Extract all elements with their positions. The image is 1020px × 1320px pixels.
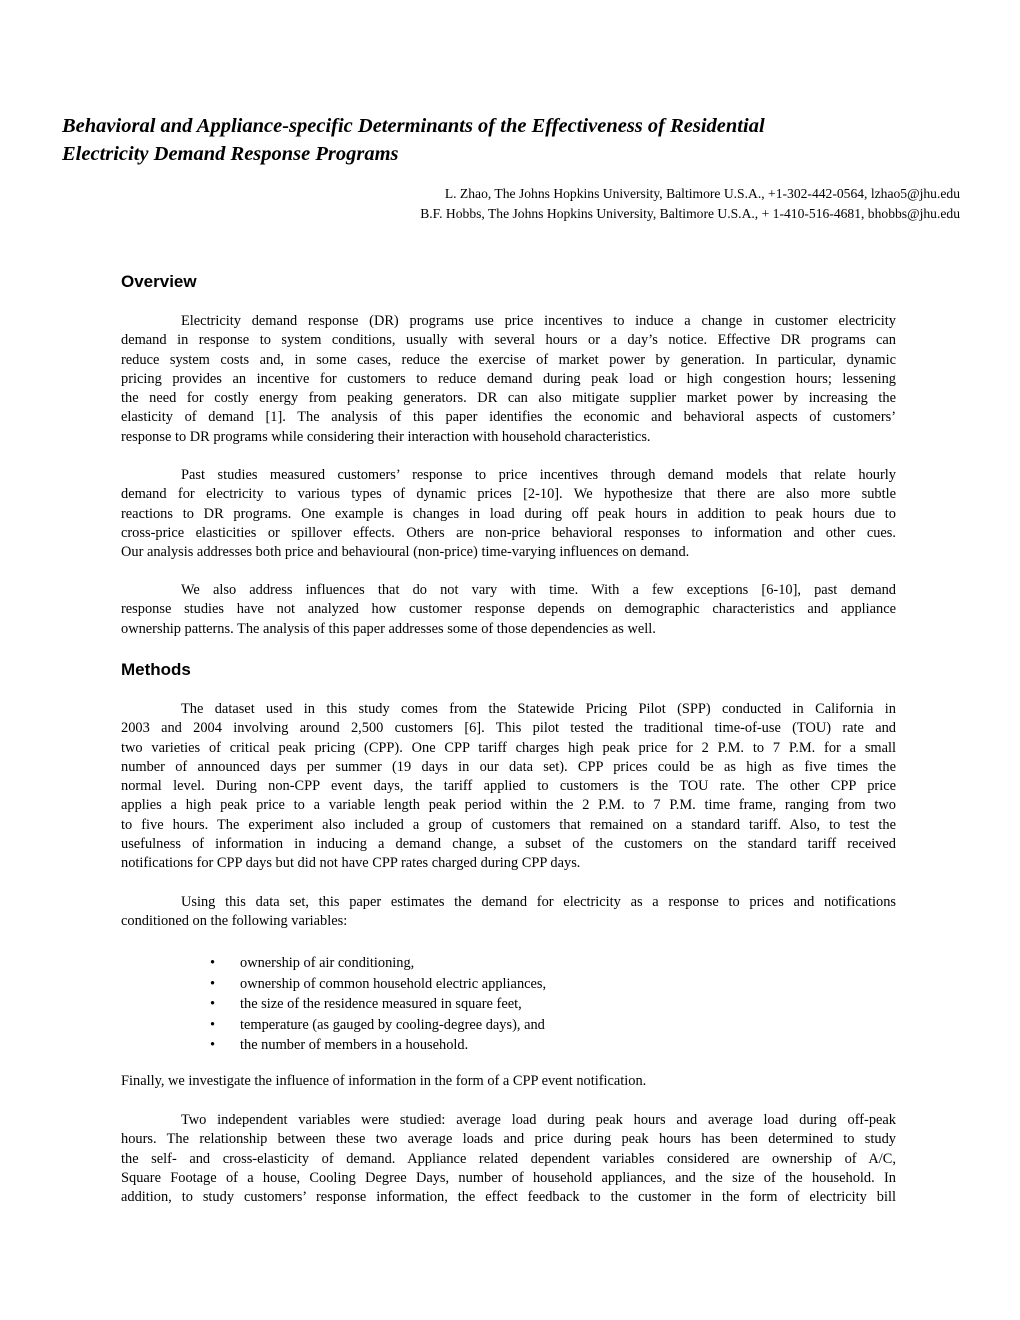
author-line: L. Zhao, The Johns Hopkins University, Baltimore U.S.A., +1-302-442-0564, lzhao5@jhu.edu — [444, 186, 960, 201]
text-line: two varieties of critical peak pricing (CPP). One CPP tariff charges high peak price for 2 P.M. to 7 P.M. for a small — [121, 739, 896, 756]
list-item-text: temperature (as gauged by cooling-degree days), and — [240, 1016, 545, 1033]
methods-paragraph-2 — [121, 893, 896, 932]
text-line: The dataset used in this study comes from the Statewide Pricing Pilot (SPP) conducted in California in — [181, 701, 896, 717]
finally-sentence: Finally, we investigate the influence of information in the form of a CPP event notification. — [121, 1073, 647, 1089]
text-line: demand in response to system conditions, usually with several hours or a day’s notice. Effective DR programs can — [121, 332, 896, 349]
text-line: Past studies measured customers’ response to price incentives through demand models that relate hourly — [181, 467, 896, 483]
text-line: ownership patterns. The analysis of this paper addresses some of those dependencies as well. — [121, 620, 656, 637]
paper-title — [62, 112, 765, 168]
text-line: the self- and cross-elasticity of demand. Appliance related dependent variables considered are ownership of A/C, — [121, 1150, 896, 1167]
overview-paragraph-2 — [121, 466, 896, 562]
text-line: Square Footage of a house, Cooling Degree Days, number of household appliances, and the size of the household. In — [121, 1169, 896, 1186]
text-line: Two independent variables were studied: average load during peak hours and average load during off-peak — [181, 1112, 896, 1128]
text-line: Electricity demand response (DR) programs use price incentives to induce a change in customer electricity — [181, 313, 896, 329]
text-line: notifications for CPP days but did not have CPP rates charged during CPP days. — [121, 855, 581, 872]
text-line: usefulness of information in inducing a demand change, a subset of the customers on the standard tariff received — [121, 836, 896, 853]
list-item — [210, 1015, 546, 1036]
text-line: 2003 and 2004 involving around 2,500 customers [6]. This pilot tested the traditional time-of-use (TOU) rate and — [121, 720, 896, 737]
text-line: demand for electricity to various types of dynamic prices [2-10]. We hypothesize that there are also more subtle — [121, 486, 896, 503]
text-line: elasticity of demand [1]. The analysis of this paper identifies the economic and behavioral aspects of customers’ — [121, 409, 896, 426]
text-line: hours. The relationship between these two average loads and price during peak hours has been determined to study — [121, 1131, 896, 1148]
title-line: Behavioral and Appliance-specific Determinants of the Effectiveness of Residential — [62, 115, 765, 137]
list-item-text: ownership of air conditioning, — [240, 955, 415, 971]
methods-heading: Methods — [121, 660, 191, 679]
text-line: Our analysis addresses both price and behavioural (non-price) time-varying influences on demand. — [121, 544, 690, 561]
overview-heading: Overview — [121, 272, 197, 291]
list-item — [210, 994, 546, 1015]
title-line: Electricity Demand Response Programs — [62, 143, 399, 165]
text-line: normal level. During non-CPP event days, the tariff applied to customers is the TOU rate. The other CPP price — [121, 778, 896, 795]
text-line: cross-price elasticities or spillover effects. Others are non-price behavioral responses to information and other cues. — [121, 524, 896, 541]
bullet-icon: • — [210, 955, 216, 971]
overview-paragraph-1 — [121, 312, 896, 447]
list-item — [210, 974, 546, 995]
bullet-icon: • — [210, 975, 216, 992]
author-line: B.F. Hobbs, The Johns Hopkins University, Baltimore U.S.A., + 1-410-516-4681, bhobbs@jhu.edu — [420, 206, 960, 221]
text-line: applies a high peak price to a variable length peak period within the 2 P.M. to 7 P.M. time frame, ranging from two — [121, 797, 896, 814]
list-item-text: the size of the residence measured in square feet, — [240, 996, 522, 1012]
list-item-text: ownership of common household electric appliances, — [240, 975, 547, 992]
text-line: pricing provides an incentive for customers to reduce demand during peak load or high congestion hours; lessening — [121, 370, 896, 387]
author-list — [420, 184, 960, 224]
text-line: addition, to study customers’ response information, the effect feedback to the customer in the form of electricity bill — [121, 1189, 896, 1206]
list-item-text: the number of members in a household. — [240, 1037, 469, 1053]
bullet-icon: • — [210, 1016, 216, 1033]
text-line: to five hours. The experiment also included a group of customers that remained on a standard tariff. Also, to test the — [121, 816, 896, 833]
text-line: Using this data set, this paper estimates the demand for electricity as a response to prices and notifications — [181, 894, 896, 910]
bullet-icon: • — [210, 996, 216, 1012]
text-line: We also address influences that do not vary with time. With a few exceptions [6-10], past demand — [181, 582, 896, 598]
methods-paragraph-3 — [121, 1111, 896, 1207]
overview-paragraph-3 — [121, 581, 896, 639]
text-line: number of announced days per summer (19 days in our data set). CPP prices could be as high as five times the — [121, 758, 896, 775]
text-line: reactions to DR programs. One example is changes in load during off peak hours in addition to peak hours due to — [121, 505, 896, 522]
methods-paragraph-1 — [121, 700, 896, 874]
list-item — [210, 953, 546, 974]
text-line: the need for costly energy from peaking generators. DR can also mitigate supplier market power by increasing the — [121, 390, 896, 407]
text-line: response studies have not analyzed how customer response depends on demographic characteristics and appliance — [121, 601, 896, 618]
bullet-icon: • — [210, 1037, 216, 1053]
text-line: response to DR programs while considering their interaction with household characteristics. — [121, 428, 651, 445]
text-line: conditioned on the following variables: — [121, 913, 348, 930]
list-item — [210, 1035, 546, 1056]
variable-list — [210, 953, 546, 1056]
text-line: reduce system costs and, in some cases, reduce the exercise of market power by generation. In particular, dynamic — [121, 351, 896, 368]
